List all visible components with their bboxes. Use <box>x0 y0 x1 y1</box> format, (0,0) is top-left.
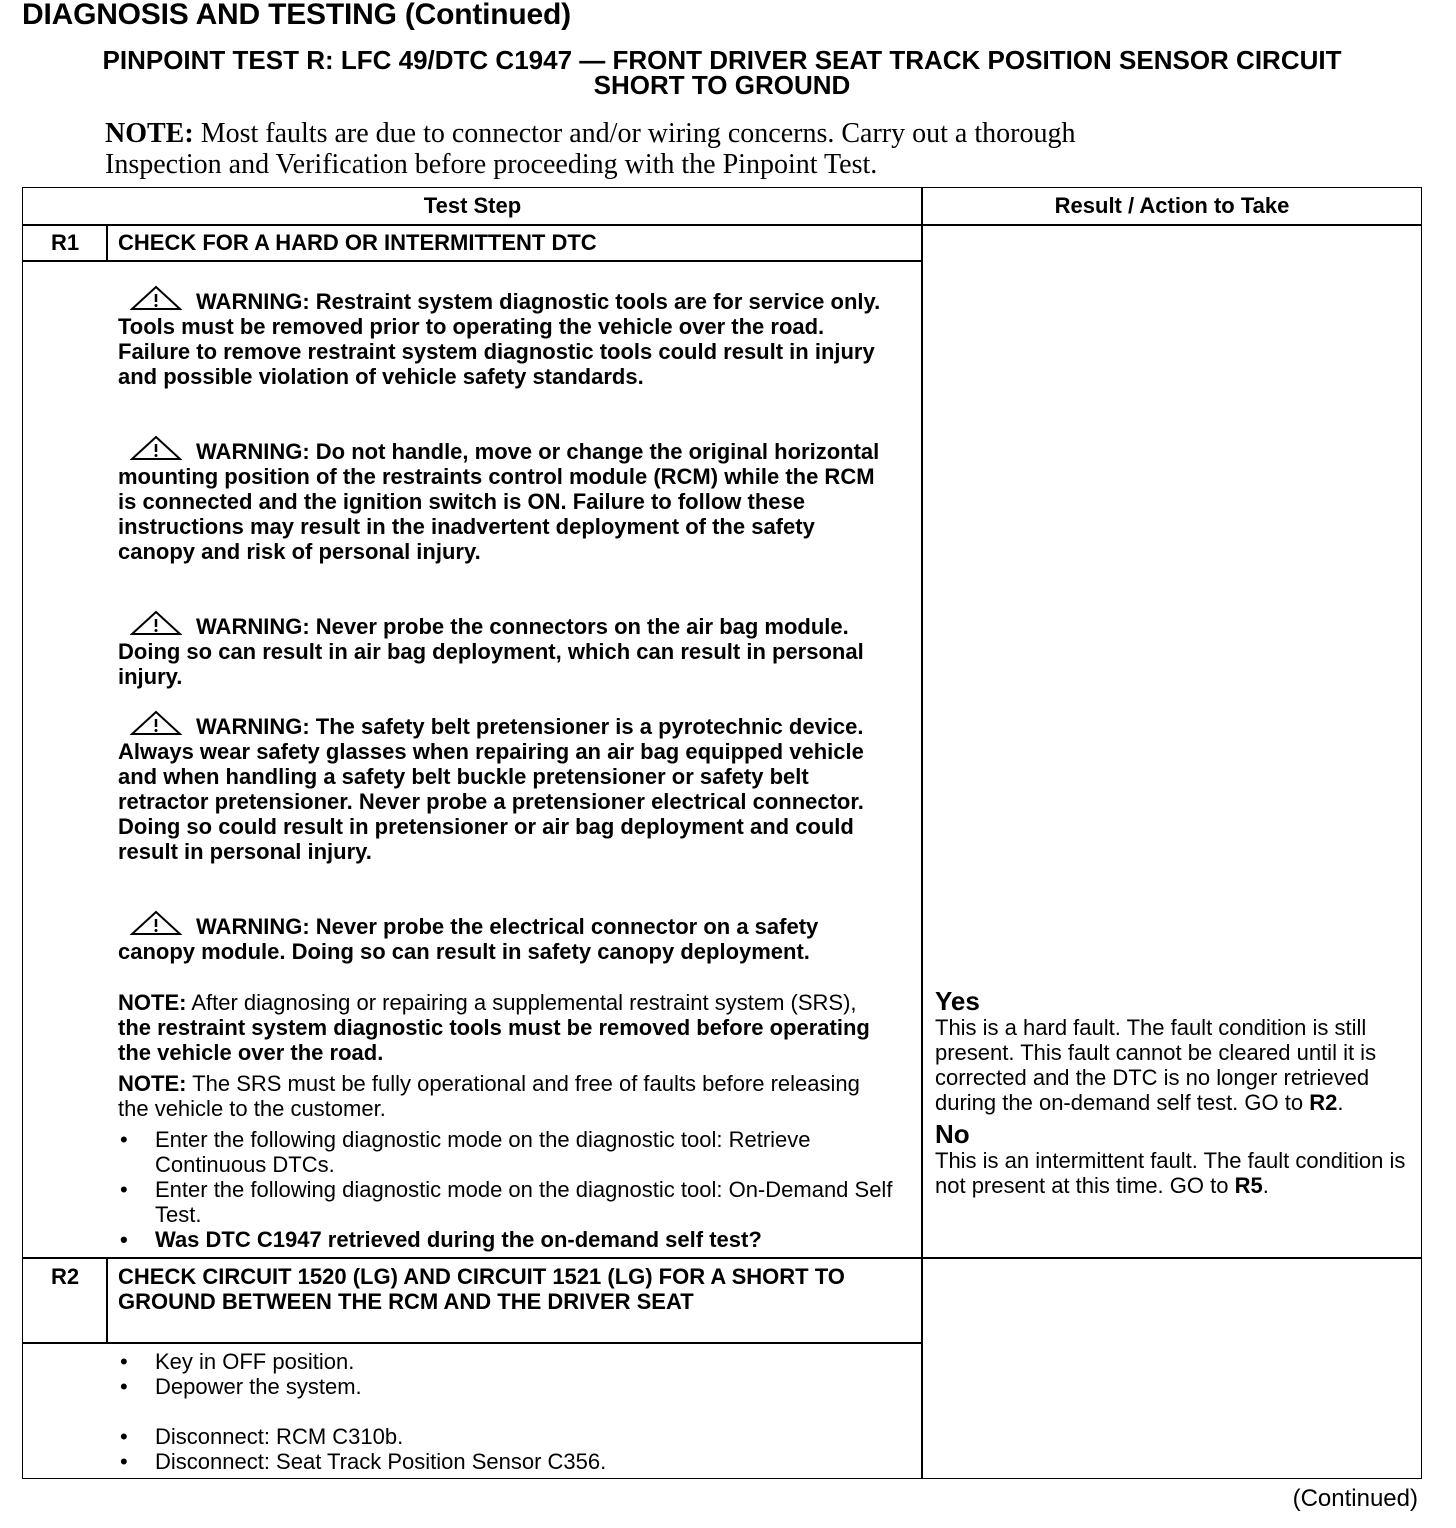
warning-3-text: WARNING: Never probe the connectors on the air bag module. Doing so can result in air bag deployment, which can result in personal injury. <box>118 614 864 689</box>
warning-2-text: WARNING: Do not handle, move or change the original horizontal mounting position of the restraints control module (RCM) while the RCM is connected and the ignition switch is ON. Failure to follow these instructions may result in the inadvertent deployment of the safety canopy and risk of personal injury. <box>118 439 880 564</box>
goto-r5-link[interactable]: R5 <box>1234 1173 1263 1198</box>
r2-action-list-1 <box>118 1349 893 1399</box>
step-id-r2: R2 <box>50 1264 80 1289</box>
no-label: No <box>935 1119 970 1149</box>
note-srs-operational <box>118 1071 893 1121</box>
test-title-line-1: PINPOINT TEST R: LFC 49/DTC C1947 — FRONT DRIVER SEAT TRACK POSITION SENSOR CIRCUIT <box>102 45 1342 75</box>
pinpoint-test-table <box>22 187 1422 1479</box>
note-1-bold-text: the restraint system diagnostic tools must be removed before operating the vehicle over the road. <box>118 1015 870 1065</box>
note-1-text: After diagnosing or repairing a supplemental restraint system (SRS), <box>186 990 857 1015</box>
section-title: DIAGNOSIS AND TESTING (Continued) <box>22 0 571 31</box>
list-item: • Disconnect: RCM C310b. <box>118 1424 893 1449</box>
pinpoint-test-title <box>22 45 1422 100</box>
list-item: • Depower the system. <box>118 1374 893 1399</box>
intro-note <box>105 118 1305 180</box>
warning-2 <box>118 435 893 564</box>
intro-note-text-1: Most faults are due to connector and/or wiring concerns. Carry out a thorough <box>193 118 1076 149</box>
list-item: • Enter the following diagnostic mode on the diagnostic tool: Retrieve Continuous DTCs. <box>118 1127 893 1177</box>
warning-triangle-icon <box>130 710 182 736</box>
vertical-divider <box>921 188 923 1478</box>
warning-4 <box>118 710 893 864</box>
yes-action-text: This is a hard fault. The fault condition is still present. This fault cannot be cleared until it is corrected and the DTC is no longer retrieved during the on-demand self test. GO to <box>935 1015 1377 1115</box>
r2-action-list-2 <box>118 1424 893 1474</box>
step-title-r2: CHECK CIRCUIT 1520 (LG) AND CIRCUIT 1521 (LG) FOR A SHORT TO GROUND BETWEEN THE RCM AND THE DRIVER SEAT <box>118 1264 845 1314</box>
note-srs-tools <box>118 990 893 1065</box>
list-item: • Disconnect: Seat Track Position Sensor C356. <box>118 1449 893 1474</box>
warning-triangle-icon <box>130 910 182 936</box>
r1-question: • Was DTC C1947 retrieved during the on-demand self test? <box>118 1227 893 1252</box>
warning-3 <box>118 610 893 689</box>
header-row-divider <box>23 224 1421 226</box>
yes-action <box>935 1015 1420 1115</box>
no-action <box>935 1148 1420 1198</box>
warning-triangle-icon <box>130 435 182 461</box>
r1-result <box>935 988 1420 1198</box>
warning-triangle-icon <box>130 285 182 311</box>
warning-4-text: WARNING: The safety belt pretensioner is a pyrotechnic device. Always wear safety glasses when repairing an air bag equipped vehicle and when handling a safety belt buckle pretensioner or safety belt retractor pretensioner. Never probe a pretensioner electrical connector. Doing so could result in pretensioner or air bag deployment and could result in personal injury. <box>118 714 864 864</box>
intro-note-label: NOTE: <box>105 118 194 149</box>
list-item: • Key in OFF position. <box>118 1349 893 1374</box>
warning-1 <box>118 285 893 389</box>
warning-5-text: WARNING: Never probe the electrical connector on a safety canopy module. Doing so can result in safety canopy deployment. <box>118 914 819 964</box>
intro-note-text-2: Inspection and Verification before proceeding with the Pinpoint Test. <box>105 149 878 180</box>
r2-title-divider <box>23 1342 922 1344</box>
column-header-test-step: Test Step <box>423 193 522 218</box>
continued-footer: (Continued) <box>1292 1485 1418 1512</box>
r1-title-divider <box>23 260 922 262</box>
step-id-r1: R1 <box>50 230 80 255</box>
note-2-label: NOTE: <box>118 1071 187 1096</box>
r1-action-list <box>118 1127 893 1252</box>
step-title-r1: CHECK FOR A HARD OR INTERMITTENT DTC <box>118 230 597 255</box>
list-item: • Enter the following diagnostic mode on the diagnostic tool: On-Demand Self Test. <box>118 1177 893 1227</box>
goto-r2-link[interactable]: R2 <box>1309 1090 1338 1115</box>
test-title-line-2: SHORT TO GROUND <box>593 70 851 100</box>
warning-triangle-icon <box>130 610 182 636</box>
warning-5 <box>118 910 893 964</box>
yes-action-end: . <box>1337 1090 1344 1115</box>
column-header-result: Result / Action to Take <box>1054 193 1290 218</box>
no-action-text: This is an intermittent fault. The fault condition is not present at this time. GO to <box>935 1148 1406 1198</box>
note-2-text: The SRS must be fully operational and free of faults before releasing the vehicle to the customer. <box>118 1071 860 1121</box>
warning-1-text: WARNING: Restraint system diagnostic tools are for service only. Tools must be removed prior to operating the vehicle over the road. Failure to remove restraint system diagnostic tools could result in injury and possible violation of vehicle safety standards. <box>118 289 881 389</box>
no-action-end: . <box>1262 1173 1269 1198</box>
r1-r2-divider <box>23 1257 1421 1259</box>
note-1-label: NOTE: <box>118 990 187 1015</box>
yes-label: Yes <box>935 986 980 1016</box>
